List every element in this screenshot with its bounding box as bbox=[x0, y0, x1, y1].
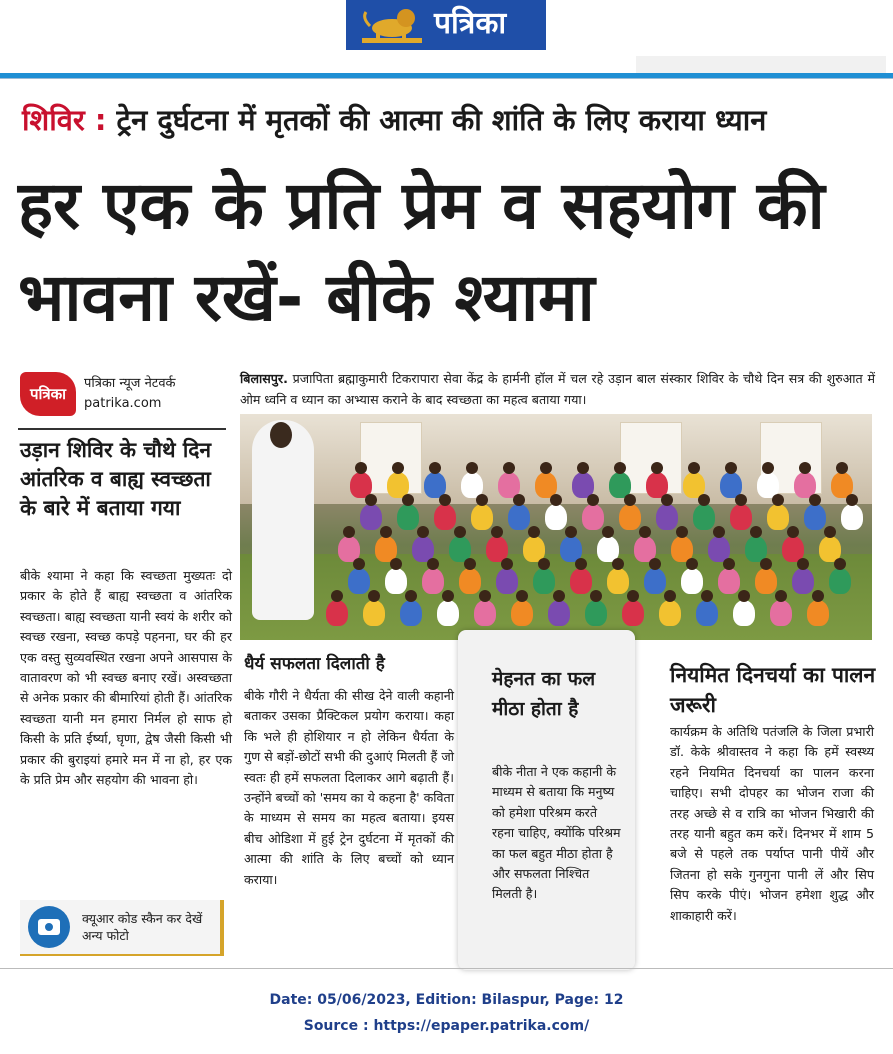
bottom-rule bbox=[0, 968, 893, 969]
photo-figure bbox=[696, 600, 718, 626]
photo-figure bbox=[400, 600, 422, 626]
photo-figure bbox=[770, 600, 792, 626]
photo-figure bbox=[422, 568, 444, 594]
byline-divider bbox=[18, 428, 226, 430]
photo-figure bbox=[829, 568, 851, 594]
article-column-c: बीके नीता ने एक कहानी के माध्यम से बताया कि मनुष्य को हमेशा परिश्रम करते रहना चाहिए, क्योंकि परिश्रम का फल बहुत मीठा होता है और सफलता निश्चित मिलती है। bbox=[492, 764, 621, 902]
photo-figure bbox=[471, 504, 493, 530]
photo-figure bbox=[841, 504, 863, 530]
photo-figure bbox=[360, 504, 382, 530]
event-photo bbox=[240, 414, 872, 640]
photo-figure bbox=[363, 600, 385, 626]
intro-text: प्रजापिता ब्रह्माकुमारी टिकरापारा सेवा केंद्र के हार्मनी हॉल में चल रहे उड़ान बाल संस्कार शिविर के चौथे दिन सत्र की शुरुआत में ओम ध्वनि व ध्यान का अभ्यास कराने के बाद स्वच्छता का महत्व बताया गया। bbox=[240, 371, 875, 407]
photo-figure bbox=[656, 504, 678, 530]
byline-network: पत्रिका न्यूज नेटवर्क bbox=[84, 376, 176, 391]
masthead-brand: पत्रिका bbox=[434, 6, 507, 41]
photo-figure bbox=[397, 504, 419, 530]
byline bbox=[84, 374, 176, 414]
lion-emblem-icon bbox=[358, 4, 426, 46]
photo-figure bbox=[693, 504, 715, 530]
intro-paragraph bbox=[240, 368, 875, 410]
photo-figure bbox=[718, 568, 740, 594]
photo-figure bbox=[733, 600, 755, 626]
camera-icon[interactable] bbox=[28, 906, 70, 948]
photo-figure bbox=[385, 568, 407, 594]
section-c-title: मेहनत का फल मीठा होता है bbox=[492, 668, 596, 720]
photo-figure bbox=[459, 568, 481, 594]
photo-figure bbox=[767, 504, 789, 530]
photo-figure bbox=[607, 568, 629, 594]
kicker-label: शिविर : bbox=[22, 103, 107, 137]
section-b-title: धैर्य सफलता दिलाती है bbox=[244, 654, 385, 674]
photo-figure bbox=[804, 504, 826, 530]
photo-figure bbox=[508, 504, 530, 530]
photo-figure bbox=[548, 600, 570, 626]
photo-figure bbox=[755, 568, 777, 594]
photo-figure bbox=[496, 568, 518, 594]
byline-site: patrika.com bbox=[84, 396, 162, 411]
article-column-d: कार्यक्रम के अतिथि पतंजलि के जिला प्रभारी डॉ. केके श्रीवास्तव ने कहा कि हमें स्वस्थ्य रहने नियमित दिनचर्या का पालन करना चाहिए। सभी दोपहर का भोजन राजा की तरह अच्छे से व रात्रि का भोजन भिखारी की तरह यानी बहुत कम करें। दिनभर में शाम 5 बजे से पहले तक पर्याप्त पानी पीयें और जितना हो सके गुनगुना पानी लें और सिप सिप करके पीएं। भोजन हमेशा शुद्ध और शाकाहारी करें। bbox=[670, 724, 874, 923]
patrika-logo: पत्रिका bbox=[20, 372, 76, 416]
photo-figure bbox=[570, 568, 592, 594]
photo-figure bbox=[659, 600, 681, 626]
subhead: उड़ान शिविर के चौथे दिन आंतरिक व बाह्य स्वच्छता के बारे में बताया गया bbox=[20, 438, 212, 520]
photo-figure bbox=[807, 600, 829, 626]
kicker bbox=[22, 100, 766, 140]
photo-figure bbox=[619, 504, 641, 530]
section-d-title: नियमित दिनचर्या का पालन जरूरी bbox=[670, 663, 876, 717]
photo-figure bbox=[437, 600, 459, 626]
photo-figure bbox=[545, 504, 567, 530]
photo-figure bbox=[681, 568, 703, 594]
footer-date: Date: 05/06/2023, Edition: Bilaspur, Page: 12 bbox=[269, 992, 624, 1008]
photo-figure bbox=[348, 568, 370, 594]
kicker-text: ट्रेन दुर्घटना में मृतकों की आत्मा की शांति के लिए कराया ध्यान bbox=[116, 103, 767, 137]
photo-figure bbox=[730, 504, 752, 530]
headline: हर एक के प्रति प्रेम व सहयोग की भावना रखें- बीके श्यामा bbox=[18, 167, 825, 336]
photo-figure bbox=[792, 568, 814, 594]
article-column-a: बीके श्यामा ने कहा कि स्वच्छता मुख्यतः दो प्रकार के होते हैं बाह्य स्वच्छता व आंतरिक स्वच्छता। बाह्य स्वच्छता यानी स्वयं के शरीर को स्वच्छ रखना, स्वच्छ कपड़े पहनना, घर की हर एक वस्तु सुव्यवस्थित रखना अपने आसपास के वातावरण को भी स्वच्छ बनाए रखें। अस्वच्छता से अनेक प्रकार की बीमारियां होती हैं। आंतरिक स्वच्छता यानी मन हमारा निर्मल हो साफ हो किसी के प्रति ईर्ष्या, घृणा, द्वेष जैसी किसी भी प्रकार की बुराइयां हमारे मन में ना हो, हर एक के प्रति प्रेम और सहयोग की भावना हो। bbox=[20, 568, 232, 788]
photo-figure bbox=[622, 600, 644, 626]
photo-figure bbox=[434, 504, 456, 530]
photo-figure bbox=[511, 600, 533, 626]
photo-figure bbox=[585, 600, 607, 626]
article-column-b: बीके गौरी ने धैर्यता की सीख देने वाली कहानी बताकर उसका प्रैक्टिकल प्रयोग कराया। कहा कि भले ही होशियार न हो लेकिन धैर्यता के गुण से बड़ों-छोटों सभी की दुआएं मिलती हैं जो स्वतः ही हमें सफलता दिलाकर आगे बढ़ाती हैं। उन्होंने बच्चों को 'समय का ये कहना है' कविता के माध्यम से समय का महत्व बताया। इयस बीच ओडिशा में हुई ट्रेन दुर्घटना में मृतकों की आत्मा की शांति के लिए बच्चों को ध्यान कराया। bbox=[244, 688, 454, 887]
footer-source[interactable]: Source : https://epaper.patrika.com/ bbox=[303, 1018, 590, 1034]
qr-text: क्यूआर कोड स्कैन कर देखें अन्य फोटो bbox=[82, 911, 203, 943]
photo-figure bbox=[326, 600, 348, 626]
photo-figure bbox=[644, 568, 666, 594]
photo-figure bbox=[474, 600, 496, 626]
photo-figure bbox=[582, 504, 604, 530]
dateline: बिलासपुर. bbox=[240, 371, 288, 386]
photo-figure bbox=[533, 568, 555, 594]
